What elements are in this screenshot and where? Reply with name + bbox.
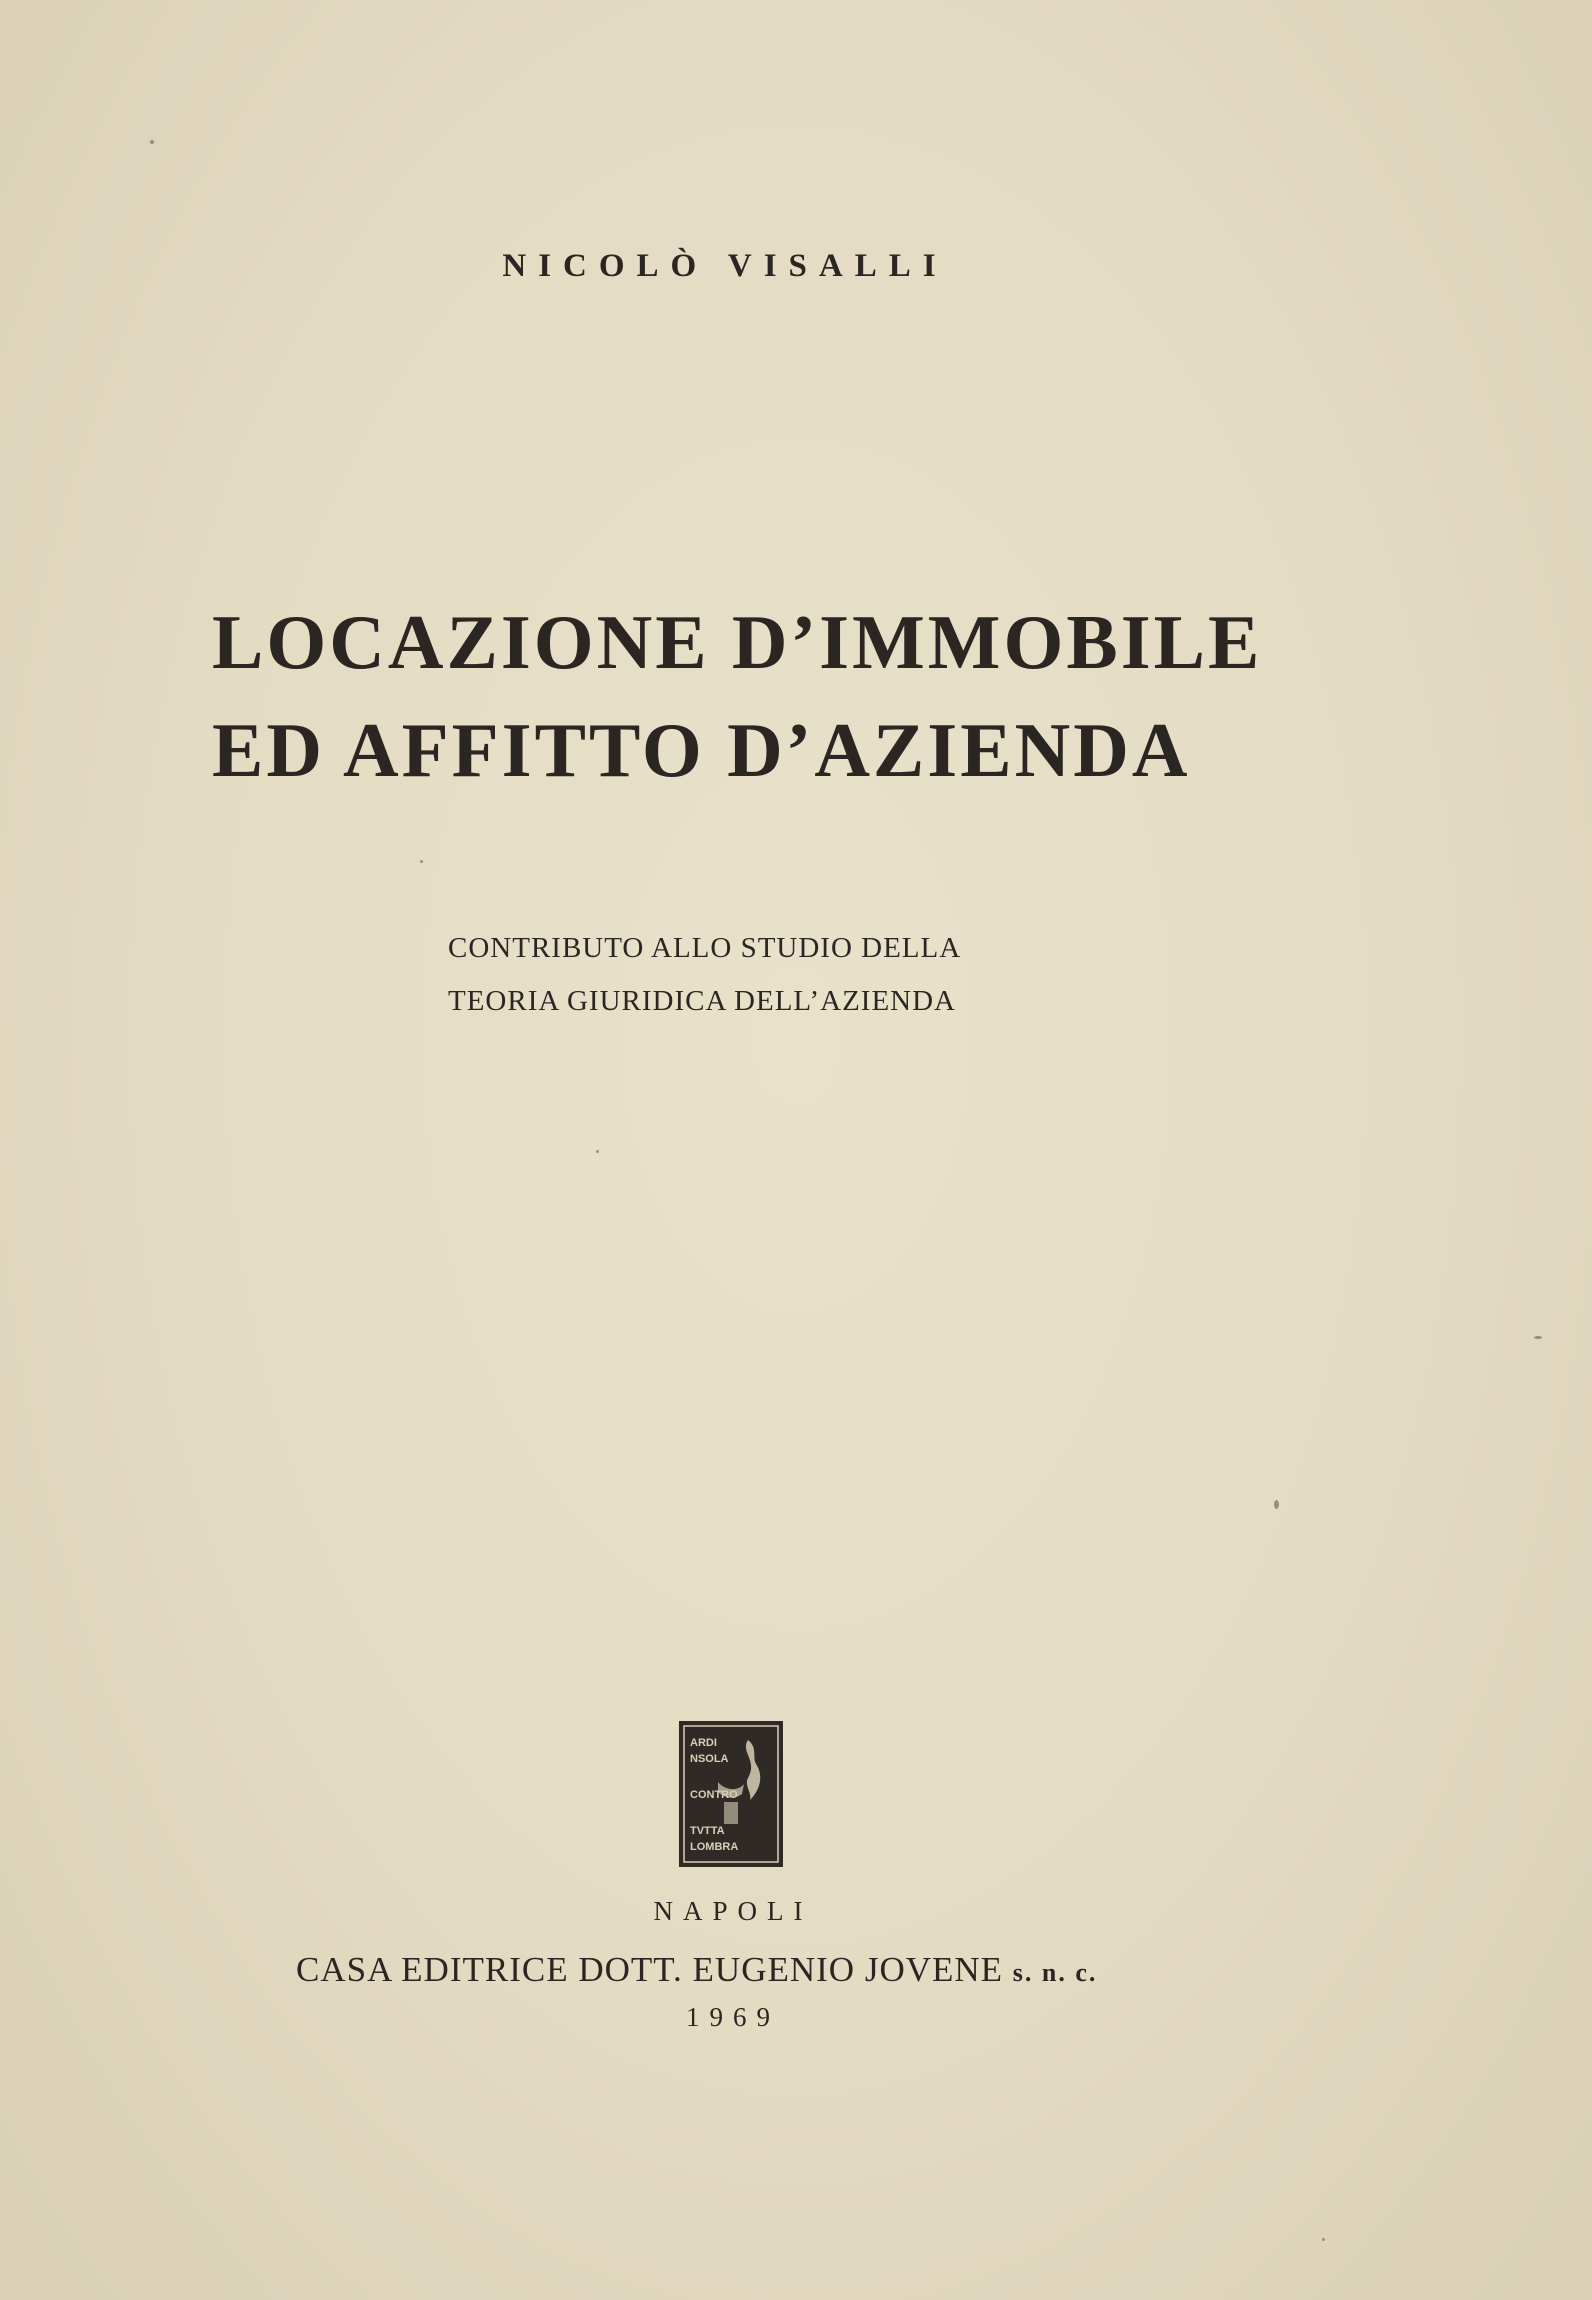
publisher-suffix: s. n. c. [1012, 1958, 1098, 1987]
paper-speck [150, 140, 154, 144]
paper-speck [1274, 1500, 1279, 1509]
book-title-line-1: LOCAZIONE D’IMMOBILE [212, 599, 1263, 685]
emblem-text-5: LOMBRA [690, 1841, 739, 1853]
book-subtitle-line-1: CONTRIBUTO ALLO STUDIO DELLA [448, 932, 962, 964]
book-subtitle-line-2: TEORIA GIURIDICA DELL’AZIENDA [448, 985, 956, 1017]
publication-year: 1969 [686, 2002, 780, 2032]
emblem-text-4: TVTTA [690, 1825, 725, 1837]
emblem-text-1: ARDI [690, 1737, 717, 1749]
book-subtitle [448, 922, 1148, 1028]
paper-speck [1322, 2238, 1325, 2241]
paper-speck [420, 860, 423, 863]
book-title-line-2: ED AFFITTO D’AZIENDA [212, 707, 1191, 793]
publisher-name [296, 1950, 1296, 1990]
author-name: NICOLÒ VISALLI [502, 248, 948, 284]
publisher-name-text: CASA EDITRICE DOTT. EUGENIO JOVENE [296, 1950, 1004, 1989]
paper-speck [596, 1150, 599, 1153]
book-title [212, 588, 1312, 804]
publication-place: NAPOLI [653, 1896, 813, 1926]
publisher-mark-icon [678, 1720, 784, 1868]
emblem-text-3: CONTRO [690, 1789, 738, 1801]
paper-speck [1534, 1336, 1542, 1339]
emblem-text-2: NSOLA [690, 1753, 729, 1765]
